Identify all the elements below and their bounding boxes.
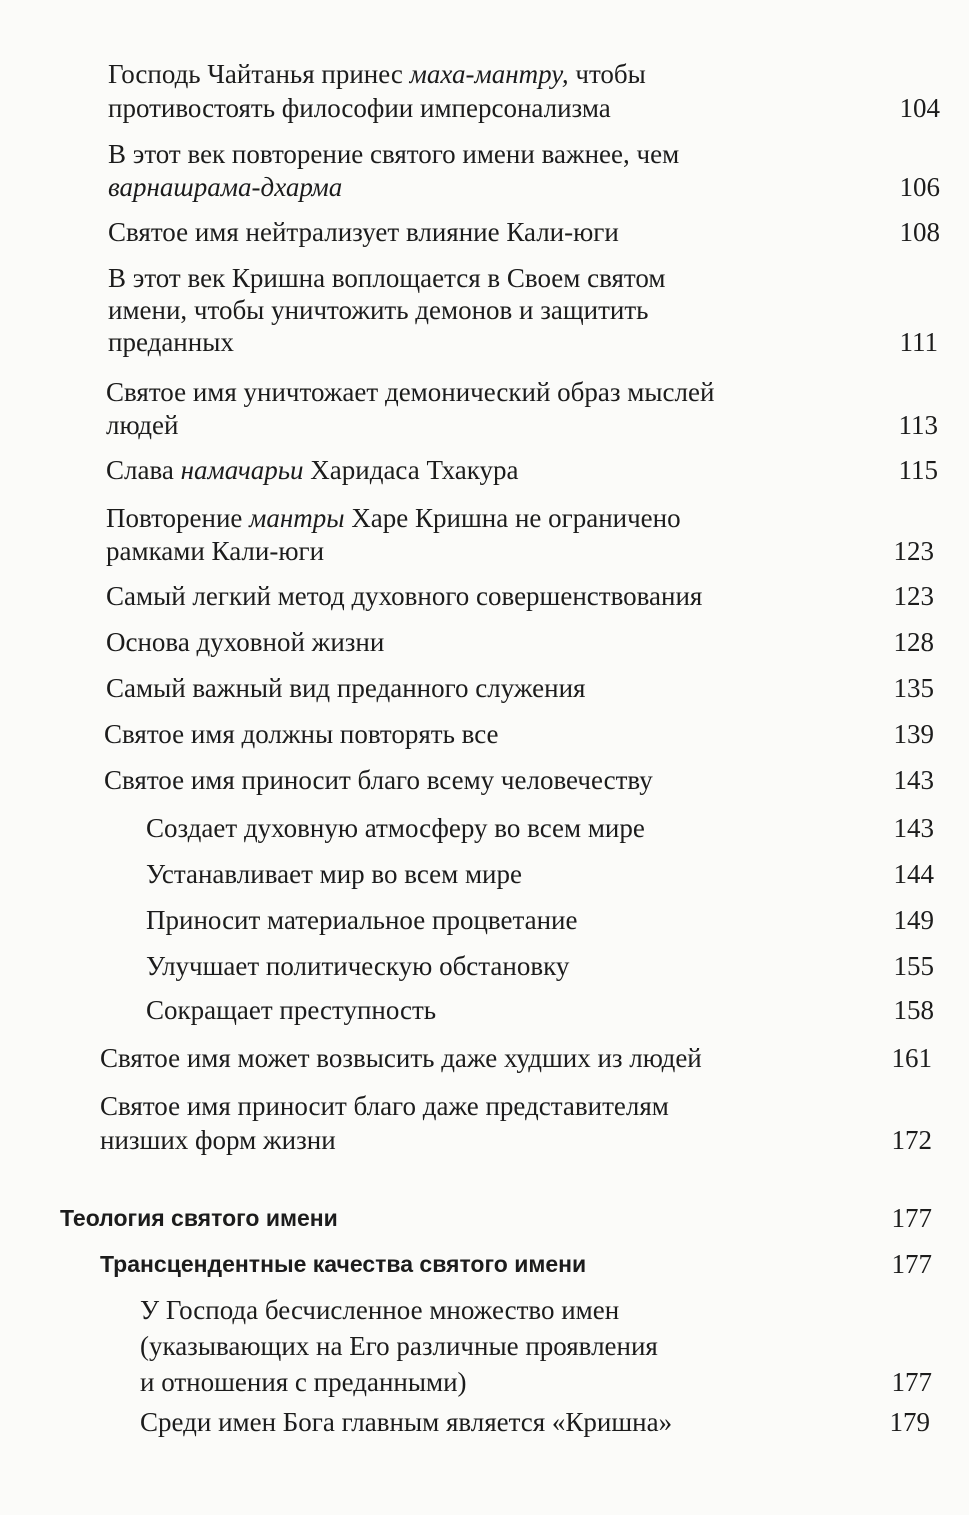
toc-entry-title-line: Господь Чайтанья принес маха-мантру, чтобы xyxy=(108,59,646,89)
toc-entry-title-line: преданных xyxy=(108,327,234,357)
toc-entry-title-line: Основа духовной жизни xyxy=(106,627,385,657)
toc-page-number: 144 xyxy=(893,859,934,889)
toc-page-number: 135 xyxy=(893,673,934,703)
toc-entry-title-line: Святое имя приносит благо всему человечеству xyxy=(104,765,653,795)
toc-entry-title-line: имени, чтобы уничтожить демонов и защитить xyxy=(108,295,649,325)
toc-page-number: 123 xyxy=(893,536,934,566)
toc-entry-title-line: Среди имен Бога главным является «Кришна» xyxy=(140,1407,673,1437)
toc-page-number: 115 xyxy=(898,455,938,485)
toc-entry-title-line: Создает духовную атмосферу во всем мире xyxy=(146,813,645,843)
toc-entry-title-line: Приносит материальное процветание xyxy=(146,905,578,935)
toc-page-number: 172 xyxy=(891,1125,932,1155)
toc-page-number: 149 xyxy=(893,905,934,935)
toc-page-number: 161 xyxy=(891,1043,932,1073)
toc-entry-title-line: Сокращает преступность xyxy=(146,995,437,1025)
toc-entry-title-line: противостоять философии имперсонализма xyxy=(108,93,611,123)
toc-entry-title-line: Слава намачарьи Харидаса Тхакура xyxy=(106,455,519,485)
toc-entry-title-line: Святое имя приносит благо даже представителям xyxy=(100,1091,669,1121)
toc-page-number: 111 xyxy=(899,327,938,357)
toc-entry-title-line: В этот век повторение святого имени важнее, чем xyxy=(108,139,680,169)
toc-page-number: 106 xyxy=(899,172,940,202)
toc-entry-title-line: Святое имя может возвысить даже худших из людей xyxy=(100,1043,702,1073)
toc-entry-title-line: рамками Кали-юги xyxy=(106,536,325,566)
toc-page-number: 177 xyxy=(891,1203,932,1233)
toc-entry-title-line: Трансцендентные качества святого имени xyxy=(100,1251,587,1277)
toc-entry-title-line: Улучшает политическую обстановку xyxy=(146,951,570,981)
toc-entry-title-line: У Господа бесчисленное множество имен xyxy=(140,1295,620,1325)
toc-entry-title-line: Повторение мантры Харе Кришна не ограничено xyxy=(106,503,681,533)
toc-page-number: 177 xyxy=(891,1249,932,1279)
toc-page-number: 128 xyxy=(893,627,934,657)
toc-page-number: 139 xyxy=(893,719,934,749)
toc-page-number: 158 xyxy=(893,995,934,1025)
toc-entry-title-line: людей xyxy=(106,410,179,440)
toc-entry-title-line: В этот век Кришна воплощается в Своем святом xyxy=(108,263,666,293)
toc-page-number: 155 xyxy=(893,951,934,981)
toc-entry-title-line: Самый важный вид преданного служения xyxy=(106,673,586,703)
toc-entry-title-line: варнашрама-дхарма xyxy=(108,172,343,202)
toc-page-number: 108 xyxy=(899,217,940,247)
toc-entry-title-line: Святое имя нейтрализует влияние Кали-юги xyxy=(108,217,619,247)
toc-entry-title-line: и отношения с преданными) xyxy=(140,1367,467,1397)
toc-page-number: 179 xyxy=(889,1407,930,1437)
toc-entry-title-line: Святое имя уничтожает демонический образ мыслей xyxy=(106,377,715,407)
toc-entry-title-line: Теология святого имени xyxy=(60,1205,338,1231)
toc-page-number: 143 xyxy=(893,765,934,795)
toc-page-number: 123 xyxy=(893,581,934,611)
toc-entry-title-line: низших форм жизни xyxy=(100,1125,336,1155)
toc-page-number: 104 xyxy=(899,93,940,123)
toc-page-number: 113 xyxy=(898,410,938,440)
toc-page-number: 177 xyxy=(891,1367,932,1397)
toc-page-number: 143 xyxy=(893,813,934,843)
toc-entry-title-line: Самый легкий метод духовного совершенствования xyxy=(106,581,703,611)
toc-entry-title-line: Устанавливает мир во всем мире xyxy=(146,859,522,889)
toc-entry-title-line: (указывающих на Его различные проявления xyxy=(140,1331,658,1361)
toc-entry-title-line: Святое имя должны повторять все xyxy=(104,719,499,749)
